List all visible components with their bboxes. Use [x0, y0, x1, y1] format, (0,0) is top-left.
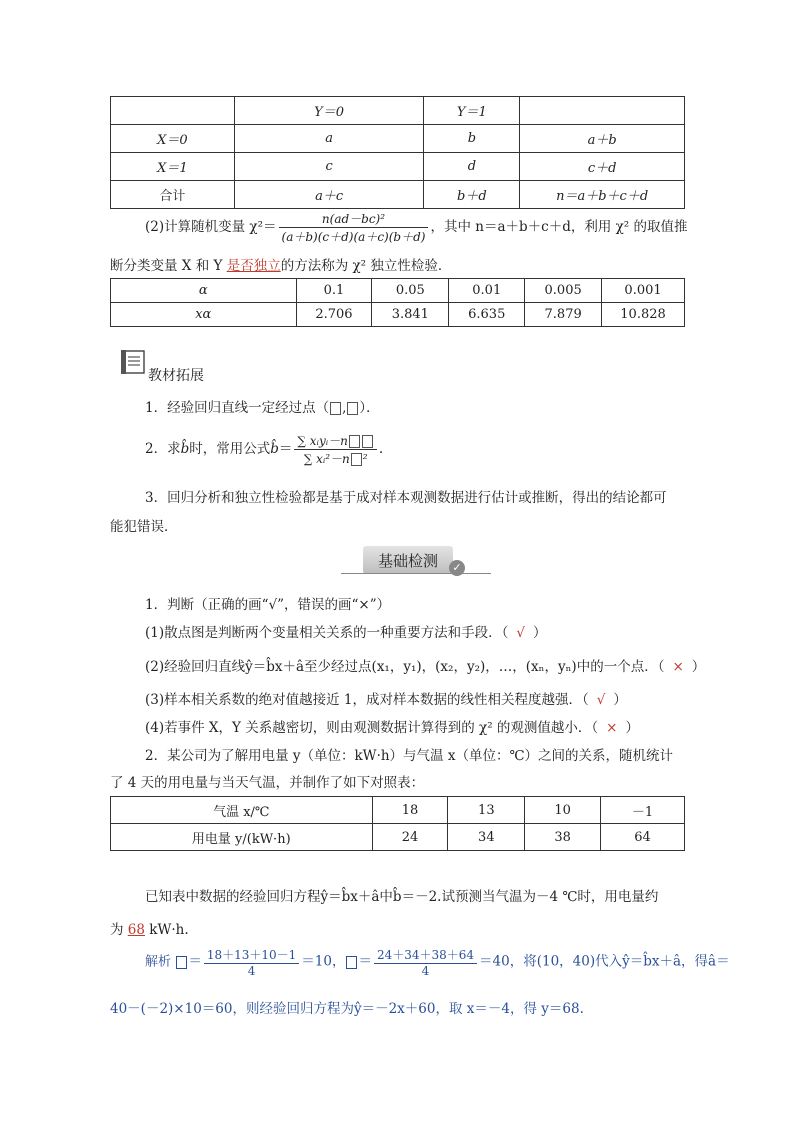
statement-text: (3)样本相关系数的绝对值越接近 1，成对样本数据的线性相关程度越强．（ [145, 692, 589, 708]
definition-text: 断分类变量 X 和 Y [110, 258, 227, 274]
answer-mark: √ [516, 625, 525, 641]
table-cell: 气温 x/℃ [111, 797, 373, 824]
x-mean-fraction [204, 946, 299, 978]
extension-item-3-line1: 3．回归分析和独立性检验都是基于成对样本观测数据进行估计或推断，得出的结论都可 [145, 490, 667, 506]
table-cell: xα [111, 303, 297, 327]
table-cell: Y＝1 [424, 97, 520, 125]
table-cell: b＋d [424, 181, 520, 209]
chi-square-definition-line [110, 254, 451, 274]
header-rule [341, 573, 491, 574]
extension-title: 教材拓展 [148, 368, 204, 384]
table-cell: d [424, 153, 520, 181]
fraction-denominator: (a＋b)(c＋d)(a＋c)(b＋d) [281, 230, 426, 244]
statement-text: ） [613, 692, 627, 708]
fraction-denominator: 4 [247, 964, 256, 978]
table-cell: Y＝0 [234, 97, 424, 125]
q2-answer-line [110, 918, 189, 938]
solution-text: ＝10， [301, 953, 346, 970]
table-cell: 0.01 [449, 279, 525, 303]
y-bar-glyph [346, 956, 357, 969]
table-cell: b [424, 125, 520, 153]
fraction-numerator: 18＋13＋10－1 [204, 946, 299, 964]
table-cell: 10 [525, 797, 601, 824]
contingency-table [110, 96, 685, 209]
table-cell [520, 97, 685, 125]
table-cell: 6.635 [449, 303, 525, 327]
formula-tail: ，其中 n＝a＋b＋c＋d，利用 χ² 的取值推 [430, 219, 688, 235]
q2-line-1: 2．某公司为了解用电量 y（单位：kW·h）与气温 x（单位：℃）之间的关系，随机统计 [145, 748, 674, 764]
table-cell: 10.828 [602, 303, 685, 327]
fraction-denominator: 4 [421, 964, 430, 978]
table-cell [111, 97, 235, 125]
statement-text: (2)经验回归直线ŷ＝b̂x＋â至少经过点(x₁，y₁)，(x₂，y₂)，…，(xₙ，yₙ)中的一个点．（ [145, 659, 665, 675]
table-cell: 64 [601, 824, 685, 851]
table-cell: a [234, 125, 424, 153]
item-text: 2．求 [145, 441, 181, 457]
item-text: 时，常用公式 [189, 441, 271, 457]
statement-text: ） [625, 720, 639, 736]
table-cell: 0.05 [372, 279, 449, 303]
table-cell: 0.005 [525, 279, 602, 303]
temperature-table [110, 796, 685, 851]
fraction-numerator: ∑ xᵢyᵢ－n [294, 432, 377, 450]
statement-text: ） [691, 659, 706, 675]
x-bar-glyph [176, 956, 187, 969]
table-cell: a＋c [234, 181, 424, 209]
item-text: ）． [359, 400, 380, 416]
table-cell: c＋d [520, 153, 685, 181]
section-header [341, 543, 491, 579]
statement-text: (4)若事件 X，Y 关系越密切，则由观测数据计算得到的 χ² 的观测值越小．（ [145, 720, 599, 736]
table-cell: X＝1 [111, 153, 235, 181]
table-cell: 34 [448, 824, 525, 851]
slope-formula-fraction [294, 432, 377, 467]
fraction-numerator: n(ad－bc)² [279, 210, 429, 228]
item-text: 1．经验回归直线一定经过点（ [145, 400, 330, 416]
table-cell: n＝a＋b＋c＋d [520, 181, 685, 209]
q1-statement-1 [145, 621, 546, 641]
solution-line-2: 40－(－2)×10＝60，则经验回归方程为ŷ＝－2x＋60，取 x＝－4，得 y＝68. [110, 1001, 584, 1017]
table-cell: a＋b [520, 125, 685, 153]
highlight-text: 是否独立 [226, 258, 281, 274]
solution-label: 解析 [145, 954, 172, 970]
notebook-icon [118, 348, 148, 380]
table-cell: c [234, 153, 424, 181]
table-cell: 3.841 [372, 303, 449, 327]
answer-value: 68 [127, 922, 145, 938]
answer-text: kW·h. [144, 922, 189, 938]
table-cell: α [111, 279, 297, 303]
table-cell: 0.1 [296, 279, 372, 303]
table-cell: 合计 [111, 181, 235, 209]
definition-text: 的方法称为 χ² 独立性检验． [280, 258, 452, 274]
check-circle-icon: ✓ [449, 560, 465, 576]
table-cell: －1 [601, 797, 685, 824]
fraction-numerator: 24＋34＋38＋64 [374, 946, 477, 964]
table-cell: 38 [525, 824, 601, 851]
table-cell: 13 [448, 797, 525, 824]
q2-regression-line: 已知表中数据的经验回归方程ŷ＝b̂x＋â中b̂＝－2.试预测当气温为－4 ℃时，用电量约 [145, 889, 659, 905]
table-cell: 0.001 [602, 279, 685, 303]
extension-item-3-line2: 能犯错误． [110, 519, 178, 535]
table-cell: 用电量 y/(kW·h) [111, 824, 373, 851]
q1-statement-4 [145, 716, 639, 736]
statement-text: ） [532, 625, 547, 641]
critical-value-table [110, 278, 685, 327]
answer-text: 为 [110, 922, 128, 938]
formula-lead: (2)计算随机变量 χ²＝ [145, 219, 277, 235]
answer-mark: √ [596, 692, 606, 708]
answer-mark: × [606, 720, 618, 736]
answer-mark: × [672, 659, 684, 675]
table-cell: 24 [372, 824, 448, 851]
chi-square-formula-line [145, 210, 688, 245]
x-bar-glyph [330, 402, 341, 415]
y-mean-fraction [374, 946, 477, 978]
table-cell: X＝0 [111, 125, 235, 153]
table-cell: 2.706 [296, 303, 372, 327]
y-bar-glyph [347, 402, 358, 415]
q1-title: 1．判断（正确的画“√”，错误的画“×”） [145, 597, 391, 613]
q1-statement-2 [145, 655, 705, 675]
section-title: 基础检测 [377, 552, 438, 570]
table-cell: 18 [372, 797, 448, 824]
fraction-denominator: ∑ xᵢ²－n ² [303, 452, 368, 466]
solution-text: ＝40，将(10，40)代入ŷ＝b̂x＋â，得â＝ [479, 953, 730, 970]
extension-item-1: 1．经验回归直线一定经过点（ , ）． [145, 400, 380, 416]
table-cell: 7.879 [525, 303, 602, 327]
extension-item-2: 2．求b̂时，常用公式b̂＝ $\frac{\text{∑ xᵢyᵢ－n}}{\text{∑ xᵢ²－n ²}}$ . [145, 434, 384, 466]
chi-square-fraction [279, 210, 429, 245]
statement-text: (1)散点图是判断两个变量相关关系的一种重要方法和手段．（ [145, 625, 509, 641]
q2-line-2: 了 4 天的用电量与当天气温，并制作了如下对照表： [110, 775, 425, 791]
q1-statement-3 [145, 688, 627, 708]
solution-line-1: 解析 ＝ $\frac{18+13+10-1}{4}$ ＝10， ＝ $\frac{24+34+38+64}{4}$ ＝40，将(10，40)代入ŷ＝b̂x＋â，得â＝ [145, 948, 730, 978]
